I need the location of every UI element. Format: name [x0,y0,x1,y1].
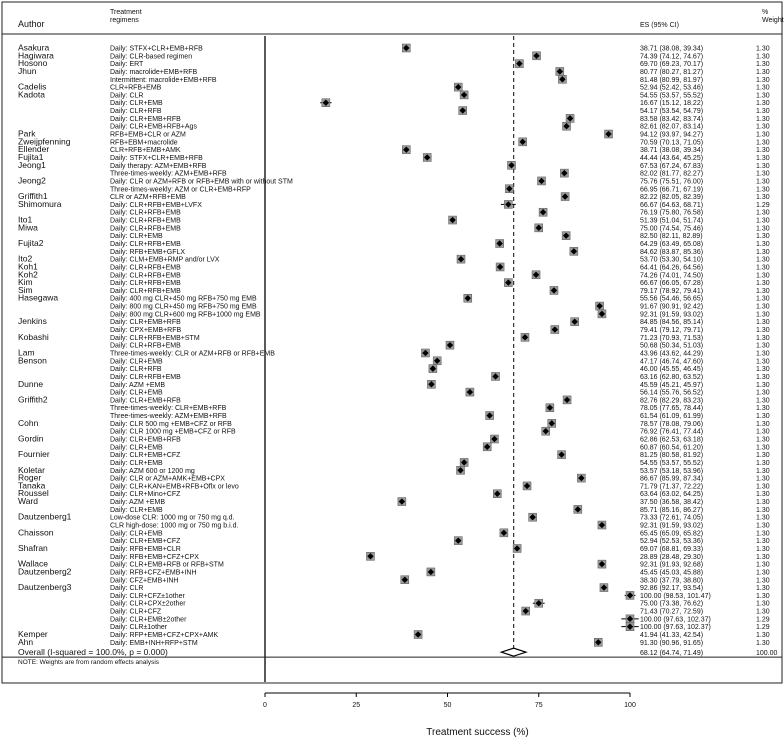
row-regimen: Daily: CPX+EMB+RFB [110,327,182,335]
row-weight: 1.30 [756,585,770,593]
row-es-ci: 78.57 (78.08, 79.06) [640,420,704,428]
row-es-ci: 64.41 (64.26, 64.56) [640,264,704,272]
row-regimen: Daily: CLR+EMB+RFB [110,319,181,327]
row-weight: 1.30 [756,186,770,194]
row-es-ci: 84.85 (84.56, 85.14) [640,319,704,327]
row-es-ci: 75.00 (73.38, 76.62) [640,600,704,608]
row-regimen: Daily: macrolide+EMB+RFB [110,68,198,76]
row-weight: 1.30 [756,319,770,327]
row-author: Fujita2 [18,238,44,248]
row-es-ci: 85.71 (85.16, 86.27) [640,506,704,514]
row-weight: 1.30 [756,139,770,147]
row-weight: 1.30 [756,491,770,499]
row-author: Gordin [18,433,44,444]
row-regimen: Daily: RFB+CFZ+EMB+INH [110,569,197,577]
row-es-ci: 74.26 (74.01, 74.50) [640,272,704,280]
row-author: Asakura [18,42,50,53]
row-regimen: Daily: CLR+RFB+EMB+LVFX [110,201,202,209]
row-es-ci: 71.43 (70.27, 72.59) [640,608,704,616]
row-author: Dautzenberg2 [18,566,72,577]
row-regimen: Daily: CFZ+EMB+INH [110,577,179,585]
row-author: Kemper [18,629,48,639]
row-weight: 1.30 [756,405,770,413]
row-regimen: Daily: RFB+EMB+GFLX [110,248,186,256]
row-author: Jhun [18,65,37,76]
row-author: Koletar [18,464,45,475]
row-weight: 1.30 [756,428,770,436]
row-weight: 1.30 [756,280,770,288]
row-author: Tanaka [18,480,46,491]
row-es-ci: 37.50 (36.58, 38.42) [640,499,704,507]
row-weight: 1.30 [756,553,770,561]
row-regimen: Intermittent: macrolide+EMB+RFB [110,76,217,84]
row-es-ci: 79.41 (79.12, 79.71) [640,327,704,335]
row-weight: 1.30 [756,358,770,366]
row-weight: 1.30 [756,233,770,241]
row-author: Ito1 [18,214,33,225]
row-author: Ellender [18,144,50,155]
row-regimen: Daily: CLR+EMB+CFZ [110,452,181,460]
row-weight: 1.30 [756,342,770,350]
row-weight: 1.30 [756,68,770,76]
row-weight: 1.30 [756,420,770,428]
row-regimen: Daily: RFP+EMB+CFZ+CPX+AMK [110,632,219,639]
row-regimen: RFB+EBM+macrolide [110,139,178,147]
row-weight: 1.30 [756,154,770,162]
row-es-ci: 65.45 (65.09, 65.82) [640,530,704,538]
row-es-ci: 81.25 (80.58, 81.92) [640,452,704,460]
x-tick-label: 75 [534,702,543,709]
row-es-ci: 94.12 (93.97, 94.27) [640,131,704,139]
row-author: Ito2 [18,253,33,264]
row-weight: 1.30 [756,147,770,155]
row-es-ci: 66.95 (66.71, 67.19) [640,186,704,194]
row-regimen: Daily: CLR+RFB+EMB [110,280,181,288]
row-author: Jeong1 [18,159,46,170]
row-regimen: Daily: CLR+KAN+EMB+RFB+Oflx or levo [110,483,239,491]
row-regimen: Daily: CLR±1other [110,624,168,632]
row-es-ci: 79.17 (78.92, 79.41) [640,287,704,295]
row-regimen: Daily: CLR+Mino+CFZ [110,491,181,499]
row-weight: 1.30 [756,561,770,569]
row-es-ci: 100.00 (97.63, 102.37) [640,624,711,632]
row-weight: 1.30 [756,569,770,577]
row-regimen: Daily: STFX+CLR+EMB+RFB [110,45,203,53]
row-es-ci: 75.00 (74.54, 75.46) [640,225,704,233]
row-es-ci: 100.00 (98.53, 101.47) [640,592,711,600]
row-weight: 1.30 [756,264,770,272]
row-regimen: Daily: EMB+INH+RFP+STM [110,639,198,647]
row-regimen: RFB+EMB+CLR or AZM [110,131,186,139]
x-tick-label: 25 [352,702,361,709]
overall-weight: 100.00 [756,650,778,658]
row-author: Sim [18,284,33,295]
row-regimen: Daily: CLR+EMB [110,100,163,108]
row-regimen: Daily: RFB+EMB+CLR [110,545,181,553]
row-es-ci: 56.14 (55.76, 56.52) [640,389,704,397]
row-es-ci: 61.54 (61.09, 61.99) [640,413,704,421]
row-weight: 1.30 [756,475,770,483]
header-regimens-line1: Treatment [110,9,142,16]
row-regimen: Daily: CLR [110,585,144,593]
header-author: Author [18,19,45,29]
row-weight: 1.30 [756,350,770,358]
row-regimen: CLR or AZM+RFB+EMB [110,194,186,202]
row-es-ci: 92.31 (91.59, 93.02) [640,311,704,319]
row-regimen: Daily: CLR+EMB+CFZ [110,538,181,546]
row-regimen: Three-times-weekly: AZM+EMB+RFB [110,413,227,421]
row-es-ci: 78.05 (77.65, 78.44) [640,405,704,413]
row-weight: 1.30 [756,530,770,538]
row-author: Miwa [18,222,38,233]
row-weight: 1.30 [756,225,770,233]
row-es-ci: 83.58 (83.42, 83.74) [640,115,704,123]
row-regimen: Daily: CLR+CPX±2other [110,600,186,608]
row-es-ci: 74.39 (74.12, 74.67) [640,53,704,61]
row-weight: 1.30 [756,287,770,295]
row-es-ci: 100.00 (97.63, 102.37) [640,616,711,624]
header-weight-line2: Weight [762,17,784,24]
row-author: Wallace [18,558,48,569]
row-regimen: CLR+RFB+EMB [110,84,162,92]
row-es-ci: 91.67 (90.91, 92.42) [640,303,704,311]
row-es-ci: 86.67 (85.99, 87.34) [640,475,704,483]
row-regimen: Daily: 800 mg CLR+450 mg RFB+750 mg EMB [110,303,257,311]
row-regimen: CLR high-dose: 1000 mg or 750 mg b.i.d. [110,522,239,530]
row-weight: 1.30 [756,162,770,170]
row-weight: 1.30 [756,217,770,225]
header-weight-line1: % [762,9,769,16]
row-es-ci: 38.71 (38.08, 39.34) [640,45,704,53]
row-weight: 1.30 [756,444,770,452]
row-author: Koh1 [18,261,38,272]
row-regimen: Daily: AZM +EMB [110,381,166,389]
row-es-ci: 28.89 (28.48, 29.30) [640,553,704,561]
row-es-ci: 82.50 (82.11, 82.89) [640,233,703,241]
row-regimen: Daily: CLR or AZM+AMK+EMB+CPX [110,475,225,483]
row-weight: 1.30 [756,366,770,374]
row-weight: 1.30 [756,248,770,256]
row-weight: 1.30 [756,381,770,389]
row-regimen: Daily: CLR+EMB [110,358,163,366]
row-regimen: Three-times-weekly: AZM or CLR+EMB+RFP [110,186,251,194]
row-es-ci: 82.22 (82.05, 82.39) [640,194,704,202]
row-regimen: Daily: CLR+EMB+RFB [110,115,181,123]
row-es-ci: 76.19 (75.80, 76.58) [640,209,704,217]
row-es-ci: 60.87 (60.54, 61.20) [640,444,704,452]
row-es-ci: 45.45 (45.03, 45.88) [640,569,704,577]
row-weight: 1.30 [756,84,770,92]
x-axis-label: Treatment success (%) [426,727,529,738]
row-author: Hosono [18,58,48,69]
row-author: Hasegawa [18,292,59,303]
row-weight: 1.30 [756,397,770,405]
row-weight: 1.30 [756,241,770,248]
row-regimen: Daily: CLR+EMB [110,506,163,514]
row-regimen: Daily: RFB+EMB+CFZ+CPX [110,553,199,561]
row-es-ci: 80.77 (80.27, 81.27) [640,68,704,76]
row-author: Chaisson [18,527,54,538]
row-author: Kim [18,277,33,288]
row-weight: 1.30 [756,131,770,139]
row-weight: 1.30 [756,514,770,522]
row-es-ci: 44.44 (43.64, 45.25) [640,154,704,162]
row-regimen: Daily: CLR+EMB+RFB+Ags [110,123,197,131]
row-regimen: Daily: CLR+RFB+EMB [110,373,181,381]
row-weight: 1.30 [756,303,770,311]
x-tick-label: 100 [624,702,636,709]
row-es-ci: 70.59 (70.13, 71.05) [640,139,704,147]
row-weight: 1.30 [756,61,770,69]
row-es-ci: 82.61 (82.07, 83.14) [640,123,704,131]
row-es-ci: 55.56 (54.46, 56.65) [640,295,704,303]
row-weight: 1.30 [756,76,770,84]
row-regimen: Daily: CLR+RFB+EMB [110,209,181,217]
row-regimen: Daily: CLR+CFZ±1other [110,592,185,600]
row-author: Dautzenberg1 [18,511,72,522]
overall-label: Overall (I-squared = 100.0%, p = 0.000) [18,647,168,658]
row-author: Koh2 [18,269,38,280]
row-es-ci: 91.30 (90.96, 91.65) [640,639,704,647]
row-es-ci: 67.53 (67.24, 67.83) [640,162,704,170]
row-weight: 1.30 [756,311,770,319]
row-weight: 1.30 [756,272,770,280]
row-author: Ahn [18,636,34,647]
row-regimen: Daily: CLR+EMB [110,389,163,397]
row-es-ci: 52.94 (52.53, 53.36) [640,538,704,546]
row-es-ci: 75.76 (75.51, 76.00) [640,178,704,186]
row-regimen: Daily: CLR+RFB [110,108,162,116]
row-regimen: Daily: ERT [110,61,144,69]
row-regimen: Daily: CLR [110,92,144,100]
row-regimen: Daily: AZM 600 or 1200 mg [110,467,195,475]
row-regimen: Daily: CLR+RFB+EMB [110,264,181,272]
row-author: Dautzenberg3 [18,582,72,593]
row-author: Dunne [18,378,44,389]
row-weight: 1.30 [756,545,770,553]
row-author: Shafran [18,542,48,553]
row-weight: 1.29 [756,624,770,632]
row-es-ci: 38.30 (37.79, 38.80) [640,577,704,585]
row-es-ci: 82.76 (82.29, 83.23) [640,397,704,405]
row-weight: 1.29 [756,201,770,209]
row-es-ci: 66.67 (64.63, 68.71) [640,201,704,209]
row-author: Park [18,128,36,139]
row-regimen: CLR+RFB+EMB+AMK [110,147,181,155]
row-es-ci: 81.48 (80.99, 81.97) [640,76,704,84]
row-author: Cadelis [18,81,47,92]
row-regimen: Daily: CLR+RFB+EMB [110,225,181,233]
row-weight: 1.30 [756,608,770,616]
row-author: Benson [18,355,47,366]
overall-es-ci: 68.12 (64.74, 71.49) [640,650,704,658]
row-regimen: Daily: CLR or AZM+RFB or RFB+EMB with or without STM [110,178,293,186]
row-weight: 1.30 [756,538,770,546]
row-es-ci: 63.64 (63.02, 64.25) [640,491,704,499]
row-regimen: Daily: CLR+RFB+EMB [110,241,181,248]
row-es-ci: 76.92 (76.41, 77.44) [640,428,704,436]
row-author: Lam [18,347,35,358]
row-regimen: Low-dose CLR: 1000 mg or 750 mg q.d. [110,514,235,522]
row-author: Kobashi [18,331,49,342]
row-author: Hagiwara [18,50,54,61]
row-weight: 1.30 [756,170,770,178]
row-es-ci: 50.68 (50.34, 51.03) [640,342,704,350]
row-weight: 1.30 [756,577,770,585]
row-regimen: Daily: CLR+RFB [110,366,162,374]
row-es-ci: 47.17 (46.74, 47.60) [640,358,704,366]
row-weight: 1.29 [756,616,770,624]
row-regimen: Daily: CLR 500 mg +EMB+CFZ or RFB [110,420,232,428]
row-author: Zweijpfenning [18,136,71,147]
row-weight: 1.30 [756,45,770,53]
row-es-ci: 62.86 (62.53, 63.18) [640,436,704,444]
row-regimen: Daily: CLR+RFB+EMB [110,272,181,280]
row-es-ci: 92.31 (91.93, 92.68) [640,561,704,569]
row-author: Kadota [18,89,45,100]
row-es-ci: 73.33 (72.61, 74.05) [640,514,704,522]
row-es-ci: 71.79 (71.37, 72.22) [640,483,704,491]
row-es-ci: 54.17 (53.54, 54.79) [640,108,704,116]
x-tick-label: 50 [443,702,452,709]
row-regimen: Daily: CLR+RFB+EMB+STM [110,334,200,342]
row-weight: 1.30 [756,499,770,507]
row-author: Fujita1 [18,151,44,162]
row-weight: 1.30 [756,123,770,131]
row-es-ci: 41.94 (41.33, 42.54) [640,632,704,639]
row-es-ci: 84.62 (83.87, 85.36) [640,248,704,256]
row-author: Griffith1 [18,191,48,202]
row-weight: 1.30 [756,100,770,108]
header-es: ES (95% CI) [640,22,679,29]
row-es-ci: 71.23 (70.93, 71.53) [640,334,704,342]
row-es-ci: 38.71 (38.08, 39.34) [640,147,704,155]
row-weight: 1.30 [756,413,770,421]
row-es-ci: 63.16 (62.80, 63.52) [640,373,704,381]
row-weight: 1.30 [756,389,770,397]
row-es-ci: 69.70 (69.23, 70.17) [640,61,704,69]
row-weight: 1.30 [756,632,770,639]
row-weight: 1.30 [756,600,770,608]
row-regimen: Daily: STFX+CLR+EMB+RFB [110,154,203,162]
row-weight: 1.30 [756,194,770,202]
row-regimen: Three-times-weekly: CLR+EMB+RFB [110,405,227,413]
row-es-ci: 82.02 (81.77, 82.27) [640,170,704,178]
row-weight: 1.30 [756,334,770,342]
row-regimen: Daily: CLR+EMB+RFB [110,397,181,405]
row-regimen: Daily: CLR+RFB+EMB [110,342,181,350]
row-weight: 1.30 [756,373,770,381]
row-weight: 1.30 [756,53,770,61]
row-author: Roussel [18,488,49,499]
row-es-ci: 54.55 (53.57, 55.52) [640,92,704,100]
header-regimens-line2: regimens [110,17,139,24]
row-author: Jenkins [18,316,47,327]
row-es-ci: 54.55 (53.57, 55.52) [640,459,704,467]
row-weight: 1.30 [756,108,770,116]
row-weight: 1.30 [756,506,770,514]
row-es-ci: 16.67 (15.12, 18.22) [640,100,704,108]
row-weight: 1.30 [756,592,770,600]
row-regimen: Daily: CLR+EMB+RFB [110,436,181,444]
row-es-ci: 53.70 (53.30, 54.10) [640,256,704,264]
row-author: Griffith2 [18,394,48,405]
row-regimen: Daily therapy: AZM+EMB+RFB [110,162,207,170]
row-es-ci: 66.67 (66.05, 67.28) [640,280,704,288]
row-regimen: Daily: CLR+EMB [110,459,163,467]
row-weight: 1.30 [756,459,770,467]
row-author: Fournier [18,449,50,460]
row-regimen: Daily: CLR+RFB+EMB [110,217,181,225]
row-es-ci: 69.07 (68.81, 69.33) [640,545,704,553]
row-es-ci: 46.00 (45.55, 46.45) [640,366,704,374]
x-tick-label: 0 [263,702,267,709]
row-es-ci: 43.96 (43.62, 44.29) [640,350,704,358]
row-author: Ward [18,496,38,507]
row-regimen: Daily: CLR+EMB±2other [110,616,187,624]
row-weight: 1.30 [756,92,770,100]
row-regimen: Daily: 400 mg CLR+450 mg RFB+750 mg EMB [110,295,257,303]
row-weight: 1.30 [756,178,770,186]
row-weight: 1.30 [756,483,770,491]
row-es-ci: 45.59 (45.21, 45.97) [640,381,704,389]
footnote: NOTE: Weights are from random effects analysis [18,659,160,667]
row-weight: 1.30 [756,639,770,647]
row-regimen: Daily: AZM +EMB [110,499,166,507]
row-es-ci: 51.39 (51.04, 51.74) [640,217,704,225]
row-regimen: Daily: CLR 1000 mg +EMB+CFZ or RFB [110,428,236,436]
row-author: Shimomura [18,198,62,209]
overall-diamond [501,648,526,656]
row-weight: 1.30 [756,436,770,444]
row-weight: 1.30 [756,522,770,530]
row-regimen: Three-times-weekly: CLR or AZM+RFB or RFB+EMB [110,350,275,358]
row-regimen: Daily: CLR-based regimen [110,53,193,61]
row-es-ci: 92.86 (92.17, 93.54) [640,585,704,593]
row-regimen: Daily: 800 mg CLR+600 mg RFB+1000 mg EMB [110,311,261,319]
row-regimen: Daily: CLR+RFB+EMB [110,287,181,295]
row-weight: 1.30 [756,327,770,335]
row-author: Jeong2 [18,175,46,186]
row-author: Roger [18,472,42,483]
row-regimen: Three-times-weekly: AZM+EMB+RFB [110,170,227,178]
row-regimen: Daily: CLR+EMB [110,530,163,538]
row-weight: 1.30 [756,452,770,460]
row-regimen: Daily: CLR+EMB [110,444,163,452]
row-es-ci: 53.57 (53.18, 53.96) [640,467,704,475]
row-weight: 1.30 [756,256,770,264]
row-regimen: Daily: CLR+CFZ [110,608,162,616]
row-regimen: Daily: CLR+EMB+RFB or RFB+STM [110,561,224,569]
row-es-ci: 52.94 (52.42, 53.46) [640,84,704,92]
row-weight: 1.30 [756,209,770,217]
row-regimen: Daily: CLR+EMB [110,233,163,241]
row-author: Cohn [18,417,39,428]
row-weight: 1.30 [756,467,770,475]
row-regimen: Daily: CLM+EMB+RMP and/or LVX [110,256,220,264]
row-es-ci: 92.31 (91.59, 93.02) [640,522,704,530]
row-weight: 1.30 [756,115,770,123]
row-es-ci: 64.29 (63.49, 65.08) [640,241,704,248]
row-weight: 1.30 [756,295,770,303]
